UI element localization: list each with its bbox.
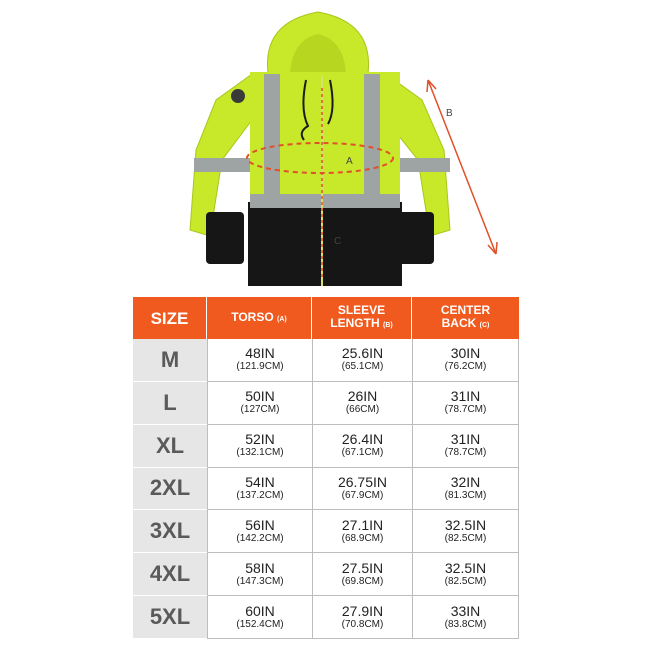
sleeve-inches: 26.4IN — [341, 431, 384, 448]
reflective-stripe-left — [264, 74, 280, 202]
back-centimeters: (82.5CM) — [444, 575, 487, 587]
header-back-sub: (C) — [479, 322, 490, 329]
torso-inches: 58IN — [245, 559, 275, 576]
size-cell: XL — [133, 425, 207, 468]
sleeve-centimeters: (67.9CM) — [341, 489, 384, 501]
torso-centimeters: (137.2CM) — [236, 489, 284, 501]
back-inches: 32.5IN — [444, 516, 487, 533]
size-cell: L — [133, 382, 207, 425]
sleeve-logo-icon — [231, 89, 245, 103]
sleeve-inches: 27.5IN — [341, 559, 384, 576]
reflective-stripe-right — [364, 74, 380, 202]
sleeve-cell — [312, 339, 412, 382]
back-centimeters: (81.3CM) — [444, 489, 487, 501]
back-centimeters: (78.7CM) — [444, 447, 487, 459]
back-inches: 31IN — [450, 431, 481, 448]
hoodie-body-black — [248, 202, 402, 286]
back-centimeters: (76.2CM) — [444, 361, 487, 373]
torso-cell — [207, 339, 312, 382]
back-inches: 32.5IN — [444, 559, 487, 576]
torso-inches: 52IN — [245, 431, 275, 448]
torso-centimeters: (127CM) — [240, 404, 280, 416]
back-cell — [412, 382, 519, 425]
sleeve-cell — [312, 382, 412, 425]
sleeve-inches: 27.9IN — [341, 602, 384, 619]
measure-c-label: C — [334, 236, 342, 247]
reflective-waist-band — [250, 194, 400, 208]
sleeve-cell — [312, 553, 412, 596]
back-cell — [412, 553, 519, 596]
header-back-label: CENTER BACK — [440, 303, 491, 330]
back-cell — [412, 596, 519, 639]
size-chart-table — [133, 297, 519, 639]
back-centimeters: (83.8CM) — [444, 618, 487, 630]
header-torso — [207, 297, 312, 339]
torso-centimeters: (147.3CM) — [236, 575, 284, 587]
back-cell — [412, 339, 519, 382]
header-torso-label: TORSO — [231, 309, 274, 324]
back-cell — [412, 425, 519, 468]
measure-a-label: A — [346, 156, 353, 167]
sleeve-centimeters: (67.1CM) — [341, 447, 384, 459]
sleeve-inches: 26IN — [347, 388, 378, 405]
size-cell: 4XL — [133, 553, 207, 596]
hoodie-measurement-figure — [0, 0, 650, 296]
torso-inches: 54IN — [245, 473, 275, 490]
back-cell — [412, 468, 519, 511]
size-cell: 3XL — [133, 510, 207, 553]
sleeve-centimeters: (70.8CM) — [341, 618, 384, 630]
sleeve-cell — [312, 510, 412, 553]
hoodie-right-cuff — [398, 212, 434, 264]
torso-cell — [207, 468, 312, 511]
back-centimeters: (82.5CM) — [444, 532, 487, 544]
header-sleeve-sub: (B) — [382, 322, 393, 329]
sleeve-centimeters: (65.1CM) — [341, 361, 384, 373]
back-inches: 31IN — [450, 388, 481, 405]
back-centimeters: (78.7CM) — [444, 404, 487, 416]
torso-centimeters: (142.2CM) — [236, 532, 284, 544]
torso-centimeters: (152.4CM) — [236, 618, 284, 630]
sleeve-centimeters: (66CM) — [345, 404, 380, 416]
sleeve-centimeters: (68.9CM) — [341, 532, 384, 544]
size-cell: 2XL — [133, 468, 207, 511]
sleeve-inches: 27.1IN — [341, 516, 384, 533]
header-size-label: SIZE — [150, 308, 189, 328]
torso-centimeters: (132.1CM) — [236, 447, 284, 459]
header-sleeve-label: SLEEVE LENGTH — [330, 303, 386, 330]
header-center-back — [412, 297, 519, 339]
torso-cell — [207, 510, 312, 553]
hoodie-left-cuff — [206, 212, 244, 264]
back-inches: 32IN — [450, 473, 481, 490]
torso-inches: 50IN — [245, 388, 275, 405]
sleeve-cell — [312, 468, 412, 511]
header-sleeve-length — [312, 297, 412, 339]
sleeve-inches: 26.75IN — [337, 473, 388, 490]
sleeve-centimeters: (69.8CM) — [341, 575, 384, 587]
sleeve-inches: 25.6IN — [341, 345, 384, 362]
torso-cell — [207, 382, 312, 425]
torso-inches: 56IN — [245, 516, 275, 533]
measure-b-label: B — [446, 108, 453, 119]
torso-centimeters: (121.9CM) — [236, 361, 284, 373]
torso-cell — [207, 596, 312, 639]
back-inches: 33IN — [450, 602, 481, 619]
header-torso-sub: (A) — [277, 315, 287, 323]
size-cell: M — [133, 339, 207, 382]
torso-inches: 48IN — [245, 345, 275, 362]
sleeve-cell — [312, 596, 412, 639]
header-size — [133, 297, 207, 339]
back-inches: 30IN — [450, 345, 481, 362]
sleeve-cell — [312, 425, 412, 468]
size-cell: 5XL — [133, 596, 207, 639]
torso-inches: 60IN — [245, 602, 275, 619]
torso-cell — [207, 553, 312, 596]
torso-cell — [207, 425, 312, 468]
back-cell — [412, 510, 519, 553]
